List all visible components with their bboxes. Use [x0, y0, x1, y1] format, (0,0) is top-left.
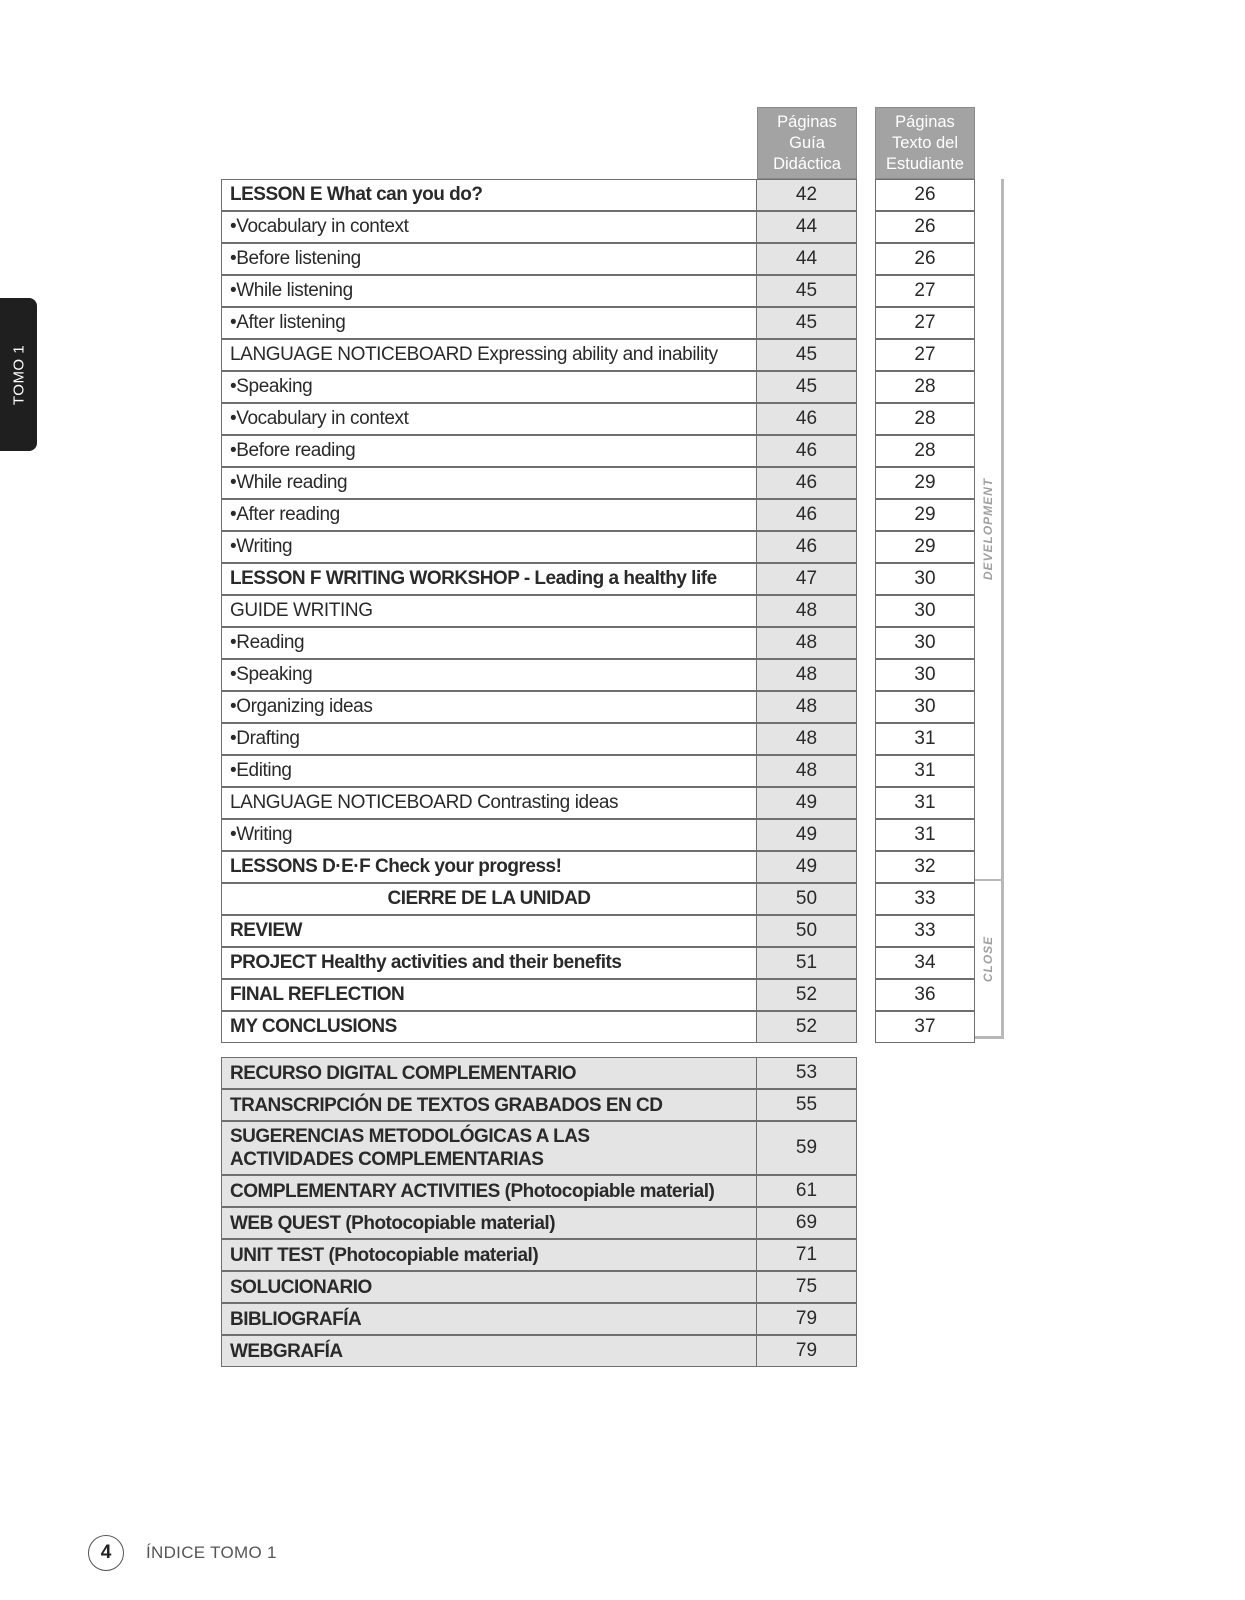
appendix-title: [221, 1057, 757, 1089]
texto-page-cell: 37: [875, 1011, 975, 1043]
guia-page-cell: 44: [757, 243, 857, 275]
appendix-title: [221, 1335, 757, 1367]
appendix-title-line: WEB QUEST (Photocopiable material): [230, 1212, 556, 1234]
guia-page-cell: 48: [757, 755, 857, 787]
entry-title: LANGUAGE NOTICEBOARD Expressing ability and inability: [221, 339, 757, 371]
volume-side-tab-label: TOMO 1: [10, 344, 27, 405]
entry-title: •Organizing ideas: [221, 691, 757, 723]
appendix-page-cell: 55: [757, 1089, 857, 1121]
entry-title: •Before listening: [221, 243, 757, 275]
column-header-line: Páginas: [777, 113, 837, 131]
texto-page-cell: 26: [875, 243, 975, 275]
guia-page-cell: 49: [757, 851, 857, 883]
entry-title: CIERRE DE LA UNIDAD: [221, 883, 757, 915]
texto-page-cell: 28: [875, 371, 975, 403]
entry-title: LESSON F WRITING WORKSHOP - Leading a healthy life: [221, 563, 757, 595]
guia-page-cell: 42: [757, 179, 857, 211]
guia-page-cell: 45: [757, 275, 857, 307]
appendix-title-line: RECURSO DIGITAL COMPLEMENTARIO: [230, 1062, 576, 1084]
guia-page-cell: 52: [757, 979, 857, 1011]
entry-title: •Before reading: [221, 435, 757, 467]
texto-page-cell: 29: [875, 531, 975, 563]
appendix-title-line: TRANSCRIPCIÓN DE TEXTOS GRABADOS EN CD: [230, 1094, 663, 1116]
entry-title: FINAL REFLECTION: [221, 979, 757, 1011]
guia-page-cell: 44: [757, 211, 857, 243]
section-bracket-close: [975, 879, 1004, 1039]
appendix-page-cell: 59: [757, 1121, 857, 1175]
guia-page-cell: 49: [757, 819, 857, 851]
column-header-line: Páginas: [895, 113, 955, 131]
column-header-texto-estudiante: [875, 107, 975, 179]
texto-page-cell: 32: [875, 851, 975, 883]
appendix-title-line: SUGERENCIAS METODOLÓGICAS A LAS: [230, 1126, 590, 1147]
entry-title: •Speaking: [221, 371, 757, 403]
entry-title: GUIDE WRITING: [221, 595, 757, 627]
guia-page-cell: 48: [757, 595, 857, 627]
guia-page-cell: 48: [757, 723, 857, 755]
appendix-title: [221, 1207, 757, 1239]
appendix-title-line: SOLUCIONARIO: [230, 1276, 372, 1298]
texto-page-cell: 29: [875, 467, 975, 499]
footer-label: ÍNDICE TOMO 1: [146, 1543, 277, 1562]
guia-page-cell: 46: [757, 531, 857, 563]
texto-page-cell: 30: [875, 627, 975, 659]
appendix-title: [221, 1303, 757, 1335]
guia-page-cell: 46: [757, 467, 857, 499]
appendix-page-cell: 71: [757, 1239, 857, 1271]
appendix-title-line: COMPLEMENTARY ACTIVITIES (Photocopiable material): [230, 1180, 715, 1202]
texto-page-cell: 31: [875, 723, 975, 755]
texto-page-cell: 33: [875, 883, 975, 915]
texto-page-cell: 28: [875, 435, 975, 467]
appendix-page-cell: 79: [757, 1335, 857, 1367]
entry-title: LESSON E What can you do?: [221, 179, 757, 211]
entry-title: •After reading: [221, 499, 757, 531]
entry-title: •Writing: [221, 819, 757, 851]
section-label-development: DEVELOPMENT: [981, 477, 995, 581]
guia-page-cell: 48: [757, 659, 857, 691]
guia-page-cell: 47: [757, 563, 857, 595]
entry-title: •Speaking: [221, 659, 757, 691]
appendix-page-cell: 75: [757, 1271, 857, 1303]
appendix-page-cell: 53: [757, 1057, 857, 1089]
texto-page-cell: 33: [875, 915, 975, 947]
guia-page-cell: 45: [757, 339, 857, 371]
appendix-title-line: BIBLIOGRAFÍA: [230, 1308, 362, 1330]
guia-page-cell: 46: [757, 403, 857, 435]
entry-title: MY CONCLUSIONS: [221, 1011, 757, 1043]
entry-title: •While listening: [221, 275, 757, 307]
texto-page-cell: 29: [875, 499, 975, 531]
texto-page-cell: 27: [875, 339, 975, 371]
texto-page-cell: 28: [875, 403, 975, 435]
entry-title: •Drafting: [221, 723, 757, 755]
entry-title: •Vocabulary in context: [221, 211, 757, 243]
texto-page-cell: 30: [875, 563, 975, 595]
entry-title: REVIEW: [221, 915, 757, 947]
guia-page-cell: 45: [757, 307, 857, 339]
appendix-title-line: ACTIVIDADES COMPLEMENTARIAS: [230, 1149, 544, 1170]
page-number: 4: [88, 1535, 124, 1571]
texto-page-cell: 30: [875, 659, 975, 691]
column-header-line: Texto del: [891, 134, 959, 152]
guia-page-cell: 50: [757, 915, 857, 947]
texto-page-cell: 30: [875, 595, 975, 627]
section-bracket-development: [975, 179, 1004, 879]
appendix-title: [221, 1175, 757, 1207]
guia-page-cell: 46: [757, 435, 857, 467]
entry-title: LANGUAGE NOTICEBOARD Contrasting ideas: [221, 787, 757, 819]
column-header-line: Didáctica: [773, 155, 841, 173]
entry-title: •Reading: [221, 627, 757, 659]
entry-title: •Editing: [221, 755, 757, 787]
texto-page-cell: 26: [875, 179, 975, 211]
guia-page-cell: 49: [757, 787, 857, 819]
texto-page-cell: 26: [875, 211, 975, 243]
entry-title: •After listening: [221, 307, 757, 339]
guia-page-cell: 50: [757, 883, 857, 915]
guia-page-cell: 51: [757, 947, 857, 979]
entry-title: LESSONS D·E·F Check your progress!: [221, 851, 757, 883]
appendix-title: [221, 1089, 757, 1121]
guia-page-cell: 52: [757, 1011, 857, 1043]
appendix-page-cell: 79: [757, 1303, 857, 1335]
guia-page-cell: 48: [757, 627, 857, 659]
appendix-title: [221, 1271, 757, 1303]
guia-page-cell: 48: [757, 691, 857, 723]
entry-title: •While reading: [221, 467, 757, 499]
texto-page-cell: 34: [875, 947, 975, 979]
appendix-title-line: WEBGRAFÍA: [230, 1340, 343, 1362]
entry-title: •Vocabulary in context: [221, 403, 757, 435]
texto-page-cell: 31: [875, 755, 975, 787]
texto-page-cell: 27: [875, 307, 975, 339]
texto-page-cell: 31: [875, 819, 975, 851]
entry-title: PROJECT Healthy activities and their benefits: [221, 947, 757, 979]
volume-side-tab: [0, 298, 37, 451]
column-header-line: Estudiante: [886, 155, 964, 173]
appendix-page-cell: 61: [757, 1175, 857, 1207]
entry-title: •Writing: [221, 531, 757, 563]
texto-page-cell: 36: [875, 979, 975, 1011]
column-header-guia-didactica: [757, 107, 857, 179]
appendix-page-cell: 69: [757, 1207, 857, 1239]
column-header-line: Guía: [789, 134, 825, 152]
guia-page-cell: 45: [757, 371, 857, 403]
texto-page-cell: 31: [875, 787, 975, 819]
appendix-title: [221, 1239, 757, 1271]
guia-page-cell: 46: [757, 499, 857, 531]
appendix-title: [221, 1121, 757, 1175]
appendix-title-line: UNIT TEST (Photocopiable material): [230, 1244, 539, 1266]
section-label-close: CLOSE: [981, 935, 995, 982]
texto-page-cell: 27: [875, 275, 975, 307]
texto-page-cell: 30: [875, 691, 975, 723]
